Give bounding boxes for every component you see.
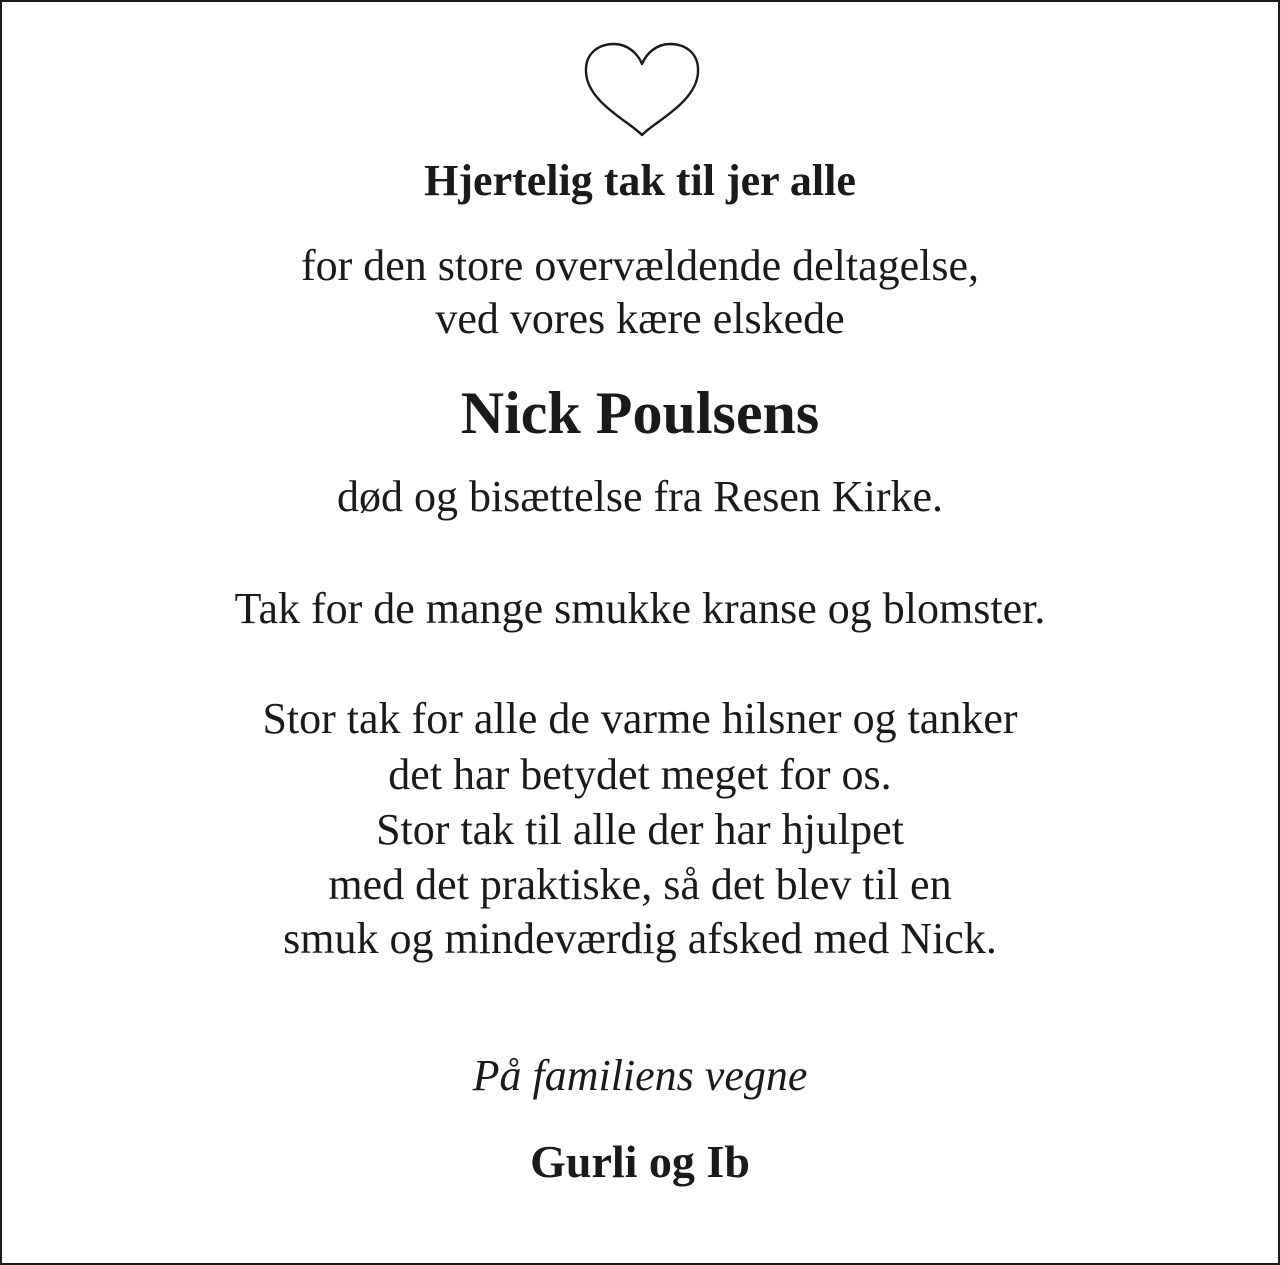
intro-line: ved vores kære elskede	[435, 294, 845, 343]
on-behalf-line: På familiens vegne	[472, 1051, 808, 1100]
message-line: med det praktiske, så det blev til en	[328, 860, 952, 909]
heart-outline-icon	[582, 40, 702, 140]
deceased-name: Nick Poulsens	[460, 380, 820, 446]
message-line: Stor tak for alle de varme hilsner og tanker	[262, 694, 1018, 743]
thanks-line: Tak for de mange smukke kranse og blomster.	[234, 584, 1046, 633]
message-line: det har betydet meget for os.	[388, 750, 892, 799]
death-line: død og bisættelse fra Resen Kirke.	[336, 472, 944, 521]
notice-heading: Hjertelig tak til jer alle	[424, 156, 856, 205]
intro-line: for den store overvældende deltagelse,	[300, 241, 980, 290]
message-line: smuk og mindeværdig afsked med Nick.	[283, 914, 997, 963]
message-line: Stor tak til alle der har hjulpet	[376, 805, 904, 854]
signers: Gurli og Ib	[530, 1136, 750, 1187]
